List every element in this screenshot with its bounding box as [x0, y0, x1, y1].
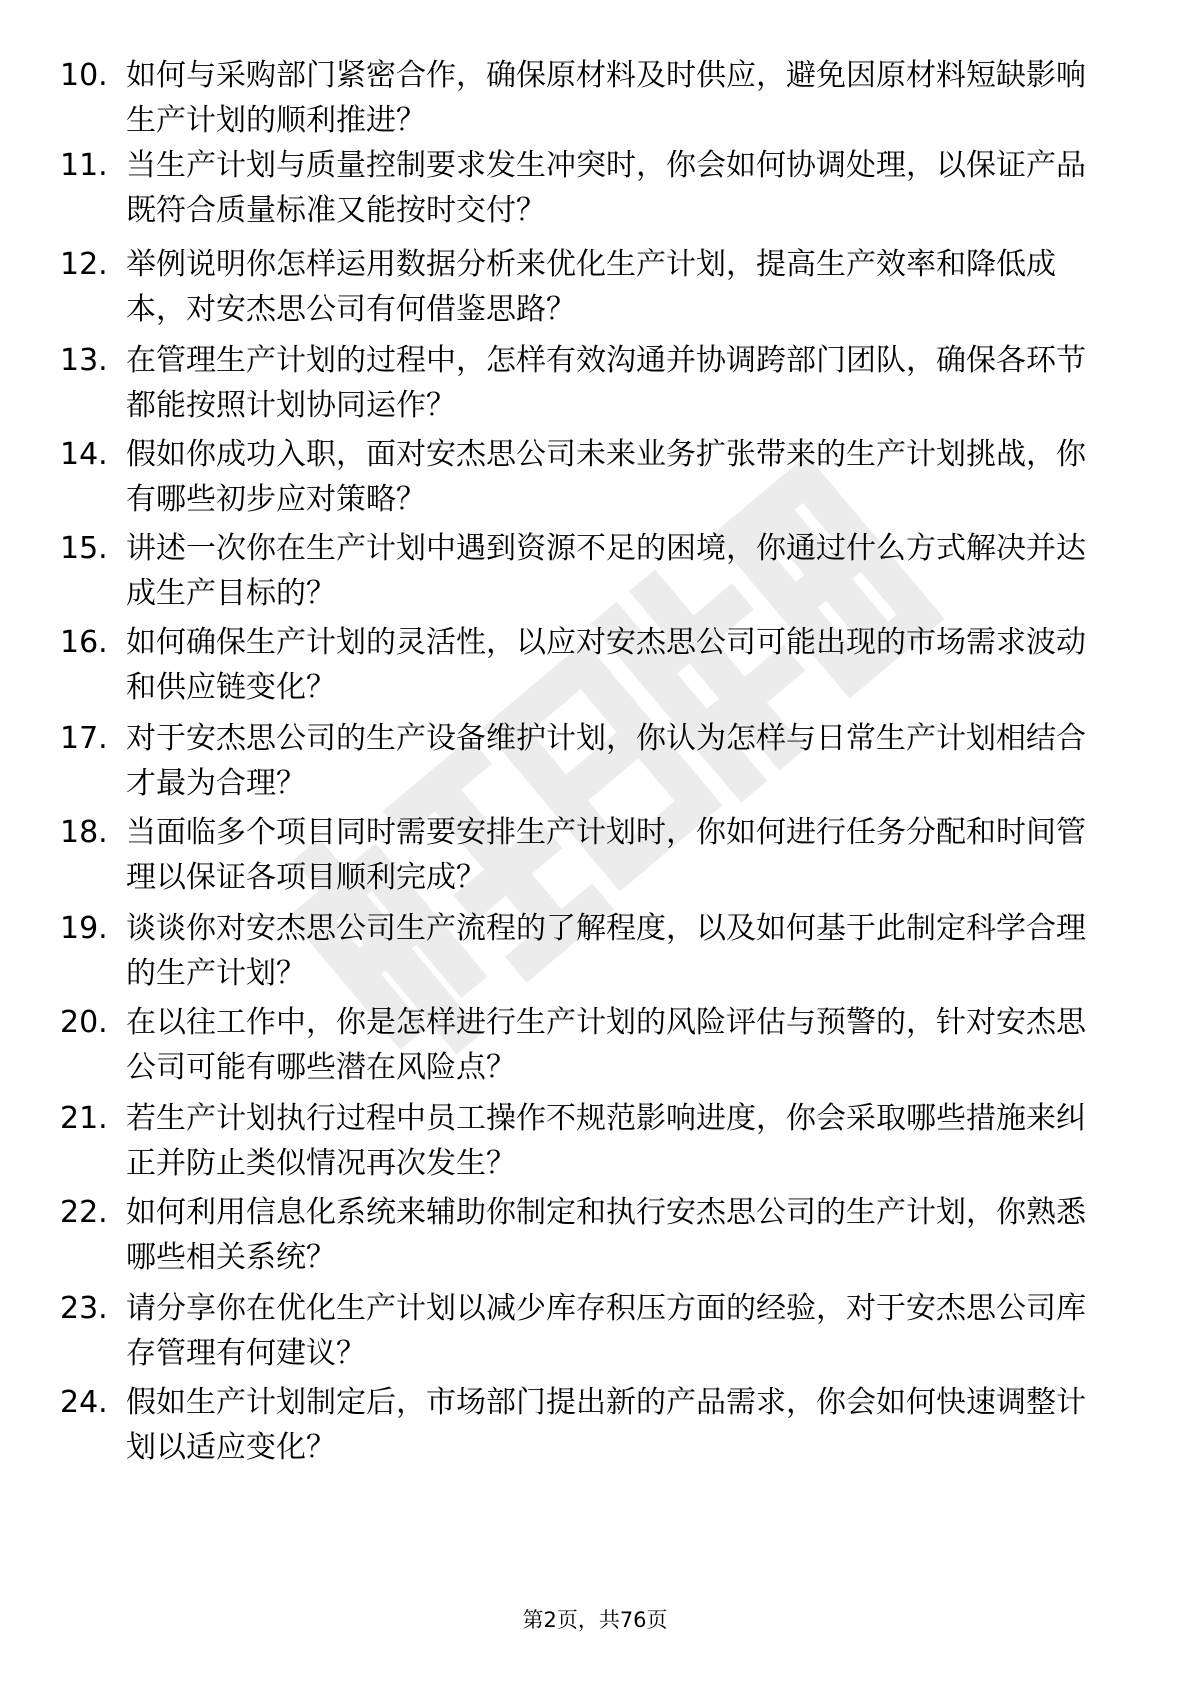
question-item	[0, 526, 1190, 616]
question-number: 18.	[60, 815, 108, 850]
question-item	[0, 432, 1190, 522]
question-number: 10.	[60, 58, 108, 93]
question-item	[0, 810, 1190, 900]
question-text: 谈谈你对安杰思公司生产流程的了解程度，以及如何基于此制定科学合理的生产计划？	[126, 911, 1086, 991]
question-text: 如何确保生产计划的灵活性，以应对安杰思公司可能出现的市场需求波动和供应链变化？	[126, 625, 1086, 705]
question-item	[0, 53, 1190, 143]
question-text: 如何利用信息化系统来辅助你制定和执行安杰思公司的生产计划，你熟悉哪些相关系统？	[126, 1195, 1086, 1275]
question-number: 17.	[60, 721, 108, 756]
question-text: 请分享你在优化生产计划以减少库存积压方面的经验，对于安杰思公司库存管理有何建议？	[126, 1291, 1086, 1371]
question-text: 在以往工作中，你是怎样进行生产计划的风险评估与预警的，针对安杰思公司可能有哪些潜在风险点？	[126, 1005, 1086, 1085]
question-text: 若生产计划执行过程中员工操作不规范影响进度，你会采取哪些措施来纠正并防止类似情况再次发生？	[126, 1101, 1086, 1181]
question-number: 24.	[60, 1385, 108, 1420]
question-item	[0, 338, 1190, 428]
question-text: 假如生产计划制定后，市场部门提出新的产品需求，你会如何快速调整计划以适应变化？	[126, 1385, 1086, 1465]
question-text: 当生产计划与质量控制要求发生冲突时，你会如何协调处理，以保证产品既符合质量标准又能按时交付？	[126, 148, 1086, 228]
question-number: 23.	[60, 1291, 108, 1326]
page-footer	[0, 1605, 1190, 1635]
question-text: 在管理生产计划的过程中，怎样有效沟通并协调跨部门团队，确保各环节都能按照计划协同运作？	[126, 343, 1086, 423]
question-number: 21.	[60, 1101, 108, 1136]
question-text: 对于安杰思公司的生产设备维护计划，你认为怎样与日常生产计划相结合才最为合理？	[126, 721, 1086, 801]
question-text: 假如你成功入职，面对安杰思公司未来业务扩张带来的生产计划挑战，你有哪些初步应对策略？	[126, 437, 1086, 517]
question-item	[0, 1190, 1190, 1280]
question-text: 举例说明你怎样运用数据分析来优化生产计划，提高生产效率和降低成本，对安杰思公司有何借鉴思路？	[126, 247, 1056, 327]
question-number: 13.	[60, 343, 108, 378]
question-number: 15.	[60, 531, 108, 566]
question-item	[0, 906, 1190, 996]
question-item	[0, 1096, 1190, 1186]
question-number: 20.	[60, 1005, 108, 1040]
page-number-label: 第2页，共76页	[522, 1608, 668, 1632]
question-item	[0, 1380, 1190, 1470]
question-number: 12.	[60, 247, 108, 282]
question-number: 11.	[60, 148, 108, 183]
question-number: 22.	[60, 1195, 108, 1230]
question-item	[0, 1000, 1190, 1090]
question-text: 如何与采购部门紧密合作，确保原材料及时供应，避免因原材料短缺影响生产计划的顺利推进？	[126, 58, 1086, 138]
question-text: 当面临多个项目同时需要安排生产计划时，你如何进行任务分配和时间管理以保证各项目顺利完成？	[126, 815, 1086, 895]
question-text: 讲述一次你在生产计划中遇到资源不足的困境，你通过什么方式解决并达成生产目标的？	[126, 531, 1086, 611]
question-item	[0, 716, 1190, 806]
question-number: 16.	[60, 625, 108, 660]
question-item	[0, 1286, 1190, 1376]
question-number: 19.	[60, 911, 108, 946]
question-item	[0, 620, 1190, 710]
question-number: 14.	[60, 437, 108, 472]
question-item	[0, 143, 1190, 233]
question-item	[0, 242, 1190, 332]
